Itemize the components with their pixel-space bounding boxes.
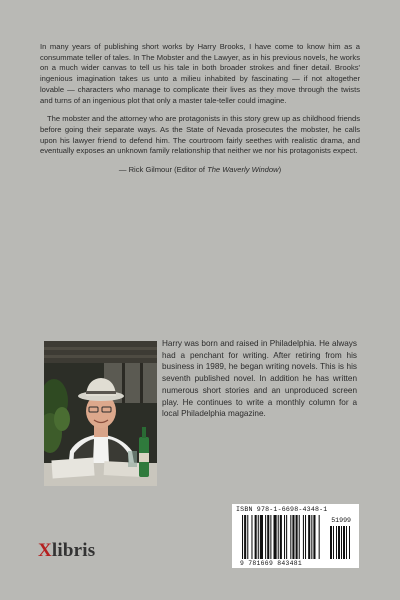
price-code: 51999	[331, 517, 351, 524]
barcode-bars	[232, 504, 359, 568]
review-attribution	[40, 165, 360, 176]
review-paragraph-2: The mobster and the attorney who are protagonists in this story grew up as childhood friends before going their separate ways. As the State of Nevada prosecutes the mobster, he calls upon his lawyer friend to defend him. The courtroom fairly seethes with realistic drama, and eventually exposes an unknown family relationship that neither we nor his protagonists expect.	[40, 114, 360, 156]
publisher-logo-x: X	[38, 540, 52, 561]
isbn-label: ISBN 978-1-6698-4348-1	[236, 506, 328, 513]
attribution-prefix: — Rick Gilmour (Editor of	[118, 165, 208, 175]
ean-digits: 9 781669 843481	[240, 560, 303, 567]
editorial-review	[40, 42, 360, 176]
publisher-logo	[38, 540, 95, 562]
author-bio: Harry was born and raised in Philadelphia. He always had a penchant for writing. After retiring from his business in 1989, he began writing novels. This is his seventh published novel. In addition he has written numerous short stories and an unproduced screen play. He continues to write a monthly column for a local Philadelphia magazine.	[162, 339, 357, 419]
review-paragraph-1: In many years of publishing short works by Harry Brooks, I have come to know him as a consummate teller of tales. In The Mobster and the Lawyer, as in his previous novels, he works on a much wider canvas to tell us his tale in both broader strokes and finer detail. Brooks' ingenious imagination takes us unto a milieu inhabited by fascinating — if not altogether lovable — characters who manage to complicate their lives as they move through the twists and turns of an ingenious plot that only a master tale-teller could imagine.	[40, 42, 360, 105]
attribution-suffix: )	[278, 165, 282, 175]
publisher-logo-text: libris	[51, 540, 96, 561]
author-photo	[44, 341, 157, 486]
attribution-publication: The Waverly Window	[207, 165, 279, 175]
author-photo-image	[44, 341, 157, 486]
isbn-barcode	[232, 504, 359, 568]
